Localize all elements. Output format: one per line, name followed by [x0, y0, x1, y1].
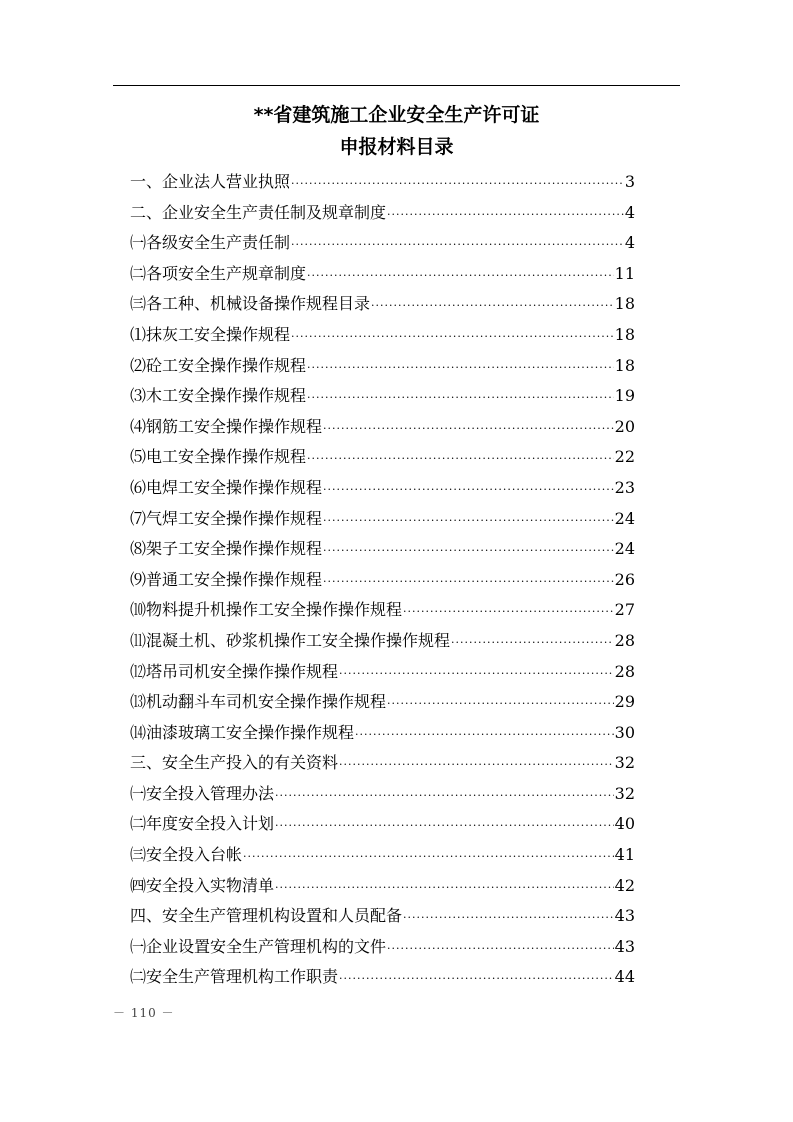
- toc-dot-leader: [307, 444, 614, 475]
- toc-entry[interactable]: [130, 809, 635, 840]
- toc-entry-page: 23: [614, 477, 635, 497]
- toc-entry[interactable]: [130, 687, 635, 718]
- toc-dot-leader: [291, 169, 624, 200]
- toc-entry[interactable]: [130, 840, 635, 871]
- toc-entry[interactable]: [130, 779, 635, 810]
- toc-entry[interactable]: [130, 565, 635, 596]
- toc-entry-label: ⑿塔吊司机安全操作操作规程: [130, 661, 339, 681]
- header-rule: [113, 85, 680, 86]
- toc-entry-label: ㈠企业设置安全生产管理机构的文件: [130, 936, 387, 956]
- toc-entry-page: 41: [614, 845, 635, 865]
- toc-entry-label: ⑼普通工安全操作操作规程: [130, 569, 323, 589]
- toc-entry-page: 24: [614, 508, 635, 528]
- toc-entry-label: 四、安全生产管理机构设置和人员配备: [130, 906, 403, 926]
- toc-entry[interactable]: [130, 228, 635, 259]
- toc-entry-label: 一、企业法人营业执照: [130, 172, 291, 191]
- toc-entry[interactable]: [130, 626, 635, 657]
- toc-dot-leader: [275, 811, 614, 842]
- toc-entry-label: ⑾混凝土机、砂浆机操作工安全操作操作规程: [130, 630, 451, 650]
- toc-entry-label: ⑶木工安全操作操作规程: [130, 386, 307, 406]
- toc-entry-label: 二、企业安全生产责任制及规章制度: [130, 202, 387, 222]
- toc-dot-leader: [323, 414, 614, 445]
- toc-dot-leader: [387, 200, 624, 231]
- toc-entry-page: 24: [614, 539, 635, 559]
- toc-entry[interactable]: [130, 901, 635, 932]
- toc-dot-leader: [291, 230, 624, 261]
- toc-entry-page: 32: [614, 753, 635, 773]
- toc-entry-label: ⒁油漆玻璃工安全操作操作规程: [130, 722, 355, 742]
- toc-entry-page: 42: [614, 875, 635, 895]
- toc-entry[interactable]: [130, 932, 635, 963]
- toc-entry[interactable]: [130, 412, 635, 443]
- toc-entry-label: ⑻架子工安全操作操作规程: [130, 539, 323, 559]
- toc-entry[interactable]: [130, 595, 635, 626]
- toc-entry-page: 29: [614, 692, 635, 712]
- toc-entry[interactable]: [130, 534, 635, 565]
- toc-entry[interactable]: [130, 657, 635, 688]
- toc-entry[interactable]: [130, 871, 635, 902]
- toc-entry-page: 4: [624, 202, 635, 222]
- toc-entry-page: 20: [614, 416, 635, 436]
- toc-entry-page: 26: [614, 569, 635, 589]
- toc-entry-label: ⑹电焊工安全操作操作规程: [130, 477, 323, 497]
- toc-dot-leader: [339, 750, 614, 781]
- toc-entry-page: 22: [614, 447, 635, 467]
- toc-entry-page: 18: [614, 355, 635, 375]
- toc-entry-page: 18: [614, 324, 635, 344]
- toc-entry-label: ⑺气焊工安全操作操作规程: [130, 508, 323, 528]
- toc-entry-label: ㈠安全投入管理办法: [130, 783, 275, 803]
- toc-entry-page: 11: [614, 263, 635, 283]
- toc-entry[interactable]: [130, 748, 635, 779]
- toc-entry-label: 三、安全生产投入的有关资料: [130, 753, 339, 773]
- toc-entry-label: ⒀机动翻斗车司机安全操作操作规程: [130, 692, 387, 712]
- toc-dot-leader: [307, 261, 614, 292]
- toc-entry-page: 28: [614, 630, 635, 650]
- toc-entry[interactable]: [130, 381, 635, 412]
- toc-dot-leader: [371, 291, 614, 322]
- toc-entry-label: ㈡年度安全投入计划: [130, 814, 275, 834]
- toc-dot-leader: [291, 322, 614, 353]
- toc-dot-leader: [323, 536, 614, 567]
- toc-entry-label: ㈡安全生产管理机构工作职责: [130, 967, 339, 987]
- toc-entry-label: ⑴抹灰工安全操作规程: [130, 324, 291, 344]
- page-number: － 110 －: [113, 1006, 175, 1020]
- toc-entry[interactable]: [130, 504, 635, 535]
- toc-dot-leader: [323, 475, 614, 506]
- toc-dot-leader: [387, 689, 614, 720]
- toc-entry[interactable]: [130, 259, 635, 290]
- toc-dot-leader: [307, 383, 614, 414]
- toc-entry-label: ㈣安全投入实物清单: [130, 875, 275, 895]
- toc-entry-page: 4: [624, 233, 635, 253]
- toc-entry-page: 28: [614, 661, 635, 681]
- toc-dot-leader: [339, 964, 614, 995]
- toc-dot-leader: [403, 597, 614, 628]
- toc-dot-leader: [403, 903, 614, 934]
- toc-entry[interactable]: [130, 351, 635, 382]
- toc-entry[interactable]: [130, 289, 635, 320]
- toc-entry-label: ㈢安全投入台帐: [130, 845, 243, 865]
- toc-dot-leader: [339, 659, 614, 690]
- toc-dot-leader: [451, 628, 614, 659]
- toc-entry-label: ㈠各级安全生产责任制: [130, 233, 291, 253]
- toc-entry-label: ㈡各项安全生产规章制度: [130, 263, 307, 283]
- toc-entry[interactable]: [130, 718, 635, 749]
- toc-entry-page: 40: [614, 814, 635, 834]
- toc-entry[interactable]: [130, 198, 635, 229]
- toc-entry[interactable]: [130, 442, 635, 473]
- toc-entry-page: 18: [614, 294, 635, 314]
- toc-entry-label: ⑵砼工安全操作操作规程: [130, 355, 307, 375]
- table-of-contents: [130, 167, 635, 993]
- toc-entry-label: ⑸电工安全操作操作规程: [130, 447, 307, 467]
- toc-dot-leader: [323, 506, 614, 537]
- toc-entry-page: 3: [624, 172, 635, 191]
- toc-entry[interactable]: [130, 320, 635, 351]
- toc-dot-leader: [275, 781, 614, 812]
- toc-entry-label: ㈢各工种、机械设备操作规程目录: [130, 294, 371, 314]
- toc-dot-leader: [355, 720, 614, 751]
- document-subtitle: 申报材料目录: [339, 136, 454, 158]
- toc-dot-leader: [275, 873, 614, 904]
- toc-entry-page: 44: [614, 967, 635, 987]
- toc-entry-label: ⑷钢筋工安全操作操作规程: [130, 416, 323, 436]
- document-title: **省建筑施工企业安全生产许可证: [253, 104, 540, 126]
- toc-entry-page: 30: [614, 722, 635, 742]
- toc-entry-page: 43: [614, 936, 635, 956]
- toc-entry-page: 27: [614, 600, 635, 620]
- toc-dot-leader: [307, 353, 614, 384]
- toc-entry-page: 43: [614, 906, 635, 926]
- toc-entry[interactable]: [130, 962, 635, 993]
- toc-entry[interactable]: [130, 473, 635, 504]
- toc-entry-page: 32: [614, 783, 635, 803]
- toc-dot-leader: [323, 567, 614, 598]
- toc-entry-page: 19: [614, 386, 635, 406]
- toc-entry[interactable]: [130, 167, 635, 198]
- toc-entry-label: ⑽物料提升机操作工安全操作操作规程: [130, 600, 403, 620]
- toc-dot-leader: [387, 934, 614, 965]
- toc-dot-leader: [243, 842, 614, 873]
